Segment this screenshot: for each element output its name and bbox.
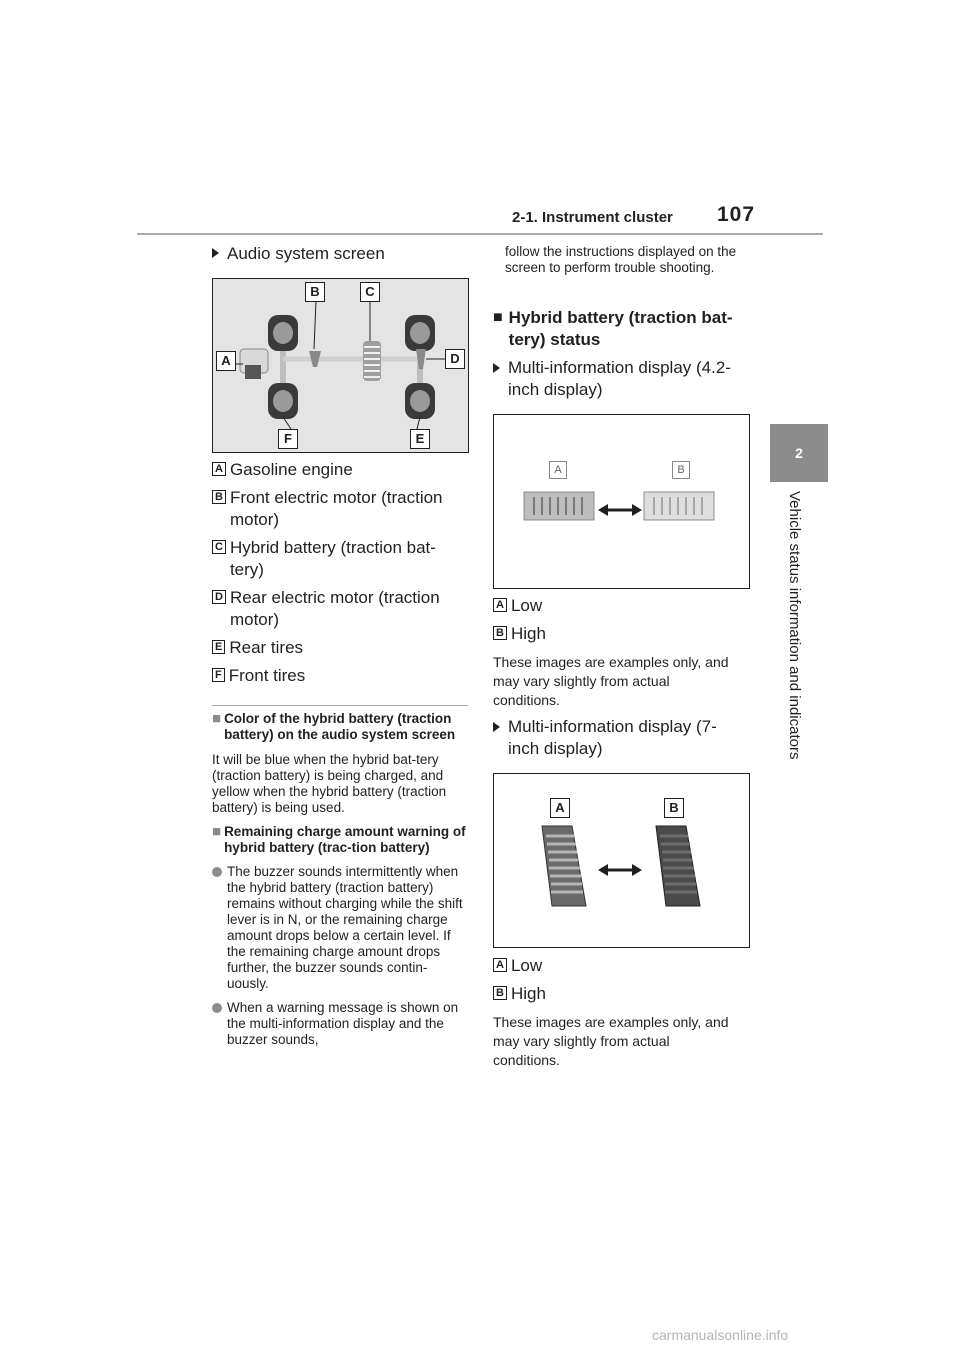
legend-item-c: C Hybrid battery (traction bat-tery) [212, 537, 472, 581]
diagram-label-f: F [278, 429, 298, 449]
diagram-label-a: A [216, 351, 236, 371]
status-heading: ■ Hybrid battery (traction bat-tery) status [493, 308, 733, 349]
section-title: 2-1. Instrument cluster [512, 209, 673, 226]
big-battery-svg [494, 774, 749, 947]
bullet-1: The buzzer sounds intermittently when the hybrid battery (traction battery) remains without charging while the shift lever is in N, or the remaining charge amount drops below a certain level. If the remaining charge amount drops further, the buzzer sounds contin-uously. [212, 864, 468, 992]
audio-heading: Audio system screen [212, 243, 385, 265]
double-arrow-icon [598, 864, 642, 876]
diagram-label-b: B [305, 282, 325, 302]
big-label-b: B [664, 798, 684, 818]
legend-item-b: B Front electric motor (traction motor) [212, 487, 472, 531]
mid-label-b: B [672, 461, 690, 479]
mid-display-figure [493, 414, 750, 589]
header-rule [137, 233, 823, 235]
legend-item-d: D Rear electric motor (traction motor) [212, 587, 472, 631]
mid-legend-a: A Low [493, 595, 743, 617]
front-left-tire [268, 315, 298, 351]
chapter-tab: 2 [770, 424, 828, 482]
front-right-tire [268, 383, 298, 419]
big-label-a: A [550, 798, 570, 818]
rear-left-tire [405, 315, 435, 351]
diagram-label-c: C [360, 282, 380, 302]
drivetrain-diagram [212, 278, 469, 453]
big-legend [493, 955, 743, 1070]
triangle-arrow-icon [493, 363, 500, 373]
legend-item-e: E Rear tires [212, 637, 472, 659]
triangle-arrow-icon [493, 722, 500, 732]
mid-note: These images are examples only, and may vary slightly from actual conditions. [493, 654, 729, 708]
bullet-icon [212, 867, 222, 877]
diagram-label-d: D [445, 349, 465, 369]
triangle-arrow-icon [212, 248, 219, 258]
double-arrow-icon [598, 504, 642, 516]
color-text: It will be blue when the hybrid bat-tery (traction battery) is being charged, and yellow when the hybrid battery (traction battery) is being used. [212, 752, 447, 815]
legend-item-f: F Front tires [212, 665, 472, 687]
section-divider [212, 705, 468, 706]
diagram-label-e: E [410, 429, 430, 449]
drivetrain-svg [213, 279, 468, 452]
rear-right-tire [405, 383, 435, 419]
mid-legend-b: B High [493, 623, 743, 645]
continued-text: follow the instructions displayed on the screen to perform trouble shooting. [505, 244, 737, 275]
page-number: 107 [717, 203, 756, 226]
watermark: carmanualsonline.info [652, 1327, 789, 1343]
bullet-icon [212, 1003, 222, 1013]
big-display-figure [493, 773, 750, 948]
big-note: These images are examples only, and may vary slightly from actual conditions. [493, 1014, 729, 1068]
legend-item-a: A Gasoline engine [212, 459, 472, 481]
bullet-2: When a warning message is shown on the multi-information display and the buzzer sounds, [212, 1000, 468, 1048]
notes-block [212, 711, 468, 1048]
diagram-legend [212, 459, 472, 687]
color-heading: ■ Color of the hybrid battery (traction battery) on the audio system screen [212, 710, 456, 742]
mid-display-heading: Multi-information display (4.2-inch display) [493, 357, 733, 401]
warning-heading: ■ Remaining charge amount warning of hybrid battery (trac-tion battery) [212, 823, 466, 855]
big-display-heading: Multi-information display (7-inch display) [493, 716, 733, 760]
chapter-title: Vehicle status information and indicators [786, 491, 803, 760]
mid-legend [493, 595, 743, 710]
mid-battery-svg [494, 415, 749, 588]
mid-label-a: A [549, 461, 567, 479]
big-legend-a: A Low [493, 955, 743, 977]
big-legend-b: B High [493, 983, 743, 1005]
